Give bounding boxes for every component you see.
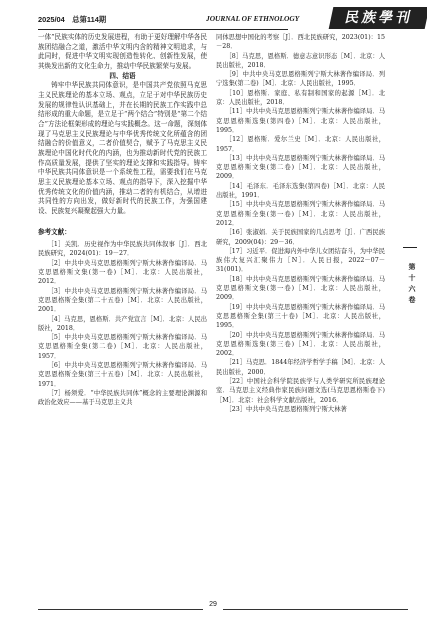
references-title: 参考文献： xyxy=(38,228,71,237)
reference-item: ［14］毛泽东．毛泽东选集(第四卷)［M］．北京：人民出版社，1991． xyxy=(216,182,385,200)
reference-item: ［7］杨须爱．“中华民族共同体”概念的主要理论渊源和政治化效应——基于马克思主义共 xyxy=(38,389,207,407)
right-column xyxy=(216,33,385,414)
section-heading: 四、结语 xyxy=(109,71,136,80)
journal-name: JOURNAL OF ETHNOLOGY xyxy=(206,14,300,23)
reference-item: ［4］马克思，恩格斯．共产党宣言［M］．北京：人民出版社，2018． xyxy=(38,315,207,332)
reference-item: ［13］中共中央马克思恩格斯列宁斯大林著作编译局．马克思恩格斯文集(第二卷)［M］．北京：人民出版社，2009． xyxy=(216,154,385,181)
issue-label: 2025/04 总第114期 xyxy=(38,15,107,24)
reference-item: ［19］中共中央马克思恩格斯列宁斯大林著作编译局．马克思恩格斯全集(第三十卷)［M］．北京：人民出版社，1995． xyxy=(216,303,385,330)
reference-item: ［22］中国社会科学院民族学与人类学研究所民族理论室．马克思主义经典作家民族问题文选(马克思恩格斯卷下)［M］．北京：社会科学文献出版社，2016． xyxy=(216,377,385,404)
reference-item: ［17］习近平．促进海内外中华儿女团结奋斗，为中华民族伟大复兴汇聚伟力［N］．人民日报，2022－07－31(001)． xyxy=(216,247,385,274)
body-paragraph: 一体”民族实体的历史发展进程，有助于更好理解中华各民族团结融合之道，激活中华文明内含的精神文明追求，与此同时，促进中华文明实现创造性转化、创新性发展，使其焕发出新的文化生命力，推动中华民族繁荣与发展。 xyxy=(38,33,207,70)
journal-logo: 民族學刊 xyxy=(329,7,427,29)
reference-item: ［3］中共中央马克思恩格斯列宁斯大林著作编译局．马克思恩格斯全集(第二十五卷)［M］．北京：人民出版社，2001． xyxy=(38,287,207,314)
reference-item: 同体思想中国化的考察［J］．西北民族研究，2023(01)：15－28． xyxy=(216,34,385,51)
volume-side-label: 第 十 六 卷 xyxy=(408,263,416,304)
reference-item: ［16］张淑娟．关于民族国家的几点思考［J］．广西民族研究，2009(04)：29－36． xyxy=(216,229,385,246)
header-rule xyxy=(38,29,288,30)
reference-item: ［18］中共中央马克思恩格斯列宁斯大林著作编译局．马克思恩格斯文集(第一卷)［M］．北京：人民出版社，2009． xyxy=(216,275,385,302)
reference-item: ［8］马克思，恩格斯．德意志意识形态［M］．北京：人民出版社，2018． xyxy=(216,52,385,69)
reference-item: ［10］恩格斯．家庭、私有制和国家的起源［M］．北京：人民出版社，2018． xyxy=(216,89,385,107)
reference-item: ［11］中共中央马克思恩格斯列宁斯大林著作编译局．马克思恩格斯选集(第四卷)［M］．北京：人民出版社，1995． xyxy=(216,108,385,134)
reference-item: ［12］恩格斯．爱尔兰史［M］．北京：人民出版社，1957． xyxy=(216,136,385,153)
reference-item: ［1］关凯．历史视作为中华民族共同体叙事［J］．西北民族研究，2024(01)：19－27． xyxy=(38,241,207,258)
side-divider xyxy=(403,247,417,248)
reference-item: ［6］中共中央马克思恩格斯列宁斯大林著作编译局．马克思恩格斯全集(第三十五卷)［M］．北京：人民出版社，1971． xyxy=(38,361,207,388)
left-column xyxy=(38,33,207,407)
reference-item: ［9］中共中央马克思恩格斯列宁斯大林著作编译局．列宁选集(第二卷)［M］．北京：人民出版社，1995． xyxy=(216,71,385,88)
references-list-left xyxy=(38,240,207,407)
reference-item: ［23］中共中央马克思恩格斯列宁斯大林著 xyxy=(225,405,347,413)
reference-item: ［5］中共中央马克思恩格斯列宁斯大林著作编译局．马克思恩格斯全集(第二卷)［M］．北京：人民出版社，1957． xyxy=(38,334,207,360)
reference-item: ［2］中共中央马克思恩格斯列宁斯大林著作编译局．马克思恩格斯文集(第一卷)［M］．北京：人民出版社，2012． xyxy=(38,259,207,286)
conclusion-paragraph: 铸牢中华民族共同体意识，是中国共产党依照马克思主义民族理论的基本立场、观点，立足于对中华民族历史发展的规律性认识基础上，并在长期的民族工作实践中总结形成的重大命题，是立足于“两个结合”特别是“第二个结合”方法论框架形成的理论与实践概念。这一命题，深刻体现了马克思主义民族理论与中华优秀传统文化所蕴含的团结融合的价值意义，二者价值契合，赋予了马克思主义民族理论中国化时代化的内涵，也为推动新时代党的民族工作高质量发展，提供了坚实的理论支撑和实践指导。铸牢中华民族共同体意识是一个系统性工程，需要我们在马克思主义民族理论基本立场、观点的指导下，深入挖掘中华优秀传统文化的价值内涵，推动二者的有机结合，从增进共同性的方向出发，做好新时代的民族工作，为强国建设、民族复兴凝聚起强大力量。 xyxy=(38,81,207,215)
page-number: 29 xyxy=(203,600,223,610)
reference-item: ［21］马克思．1844年经济学哲学手稿［M］．北京：人民出版社，2000． xyxy=(216,359,386,376)
footer-rule xyxy=(38,609,408,610)
reference-item: ［20］中共中央马克思恩格斯列宁斯大林著作编译局．马克思恩格斯选集(第三卷)［M］．北京：人民出版社，2002． xyxy=(216,331,385,358)
reference-item: ［15］中共中央马克思恩格斯列宁斯大林著作编译局．马克思恩格斯全集(第一卷)［M］．北京：人民出版社，2012． xyxy=(216,201,385,227)
